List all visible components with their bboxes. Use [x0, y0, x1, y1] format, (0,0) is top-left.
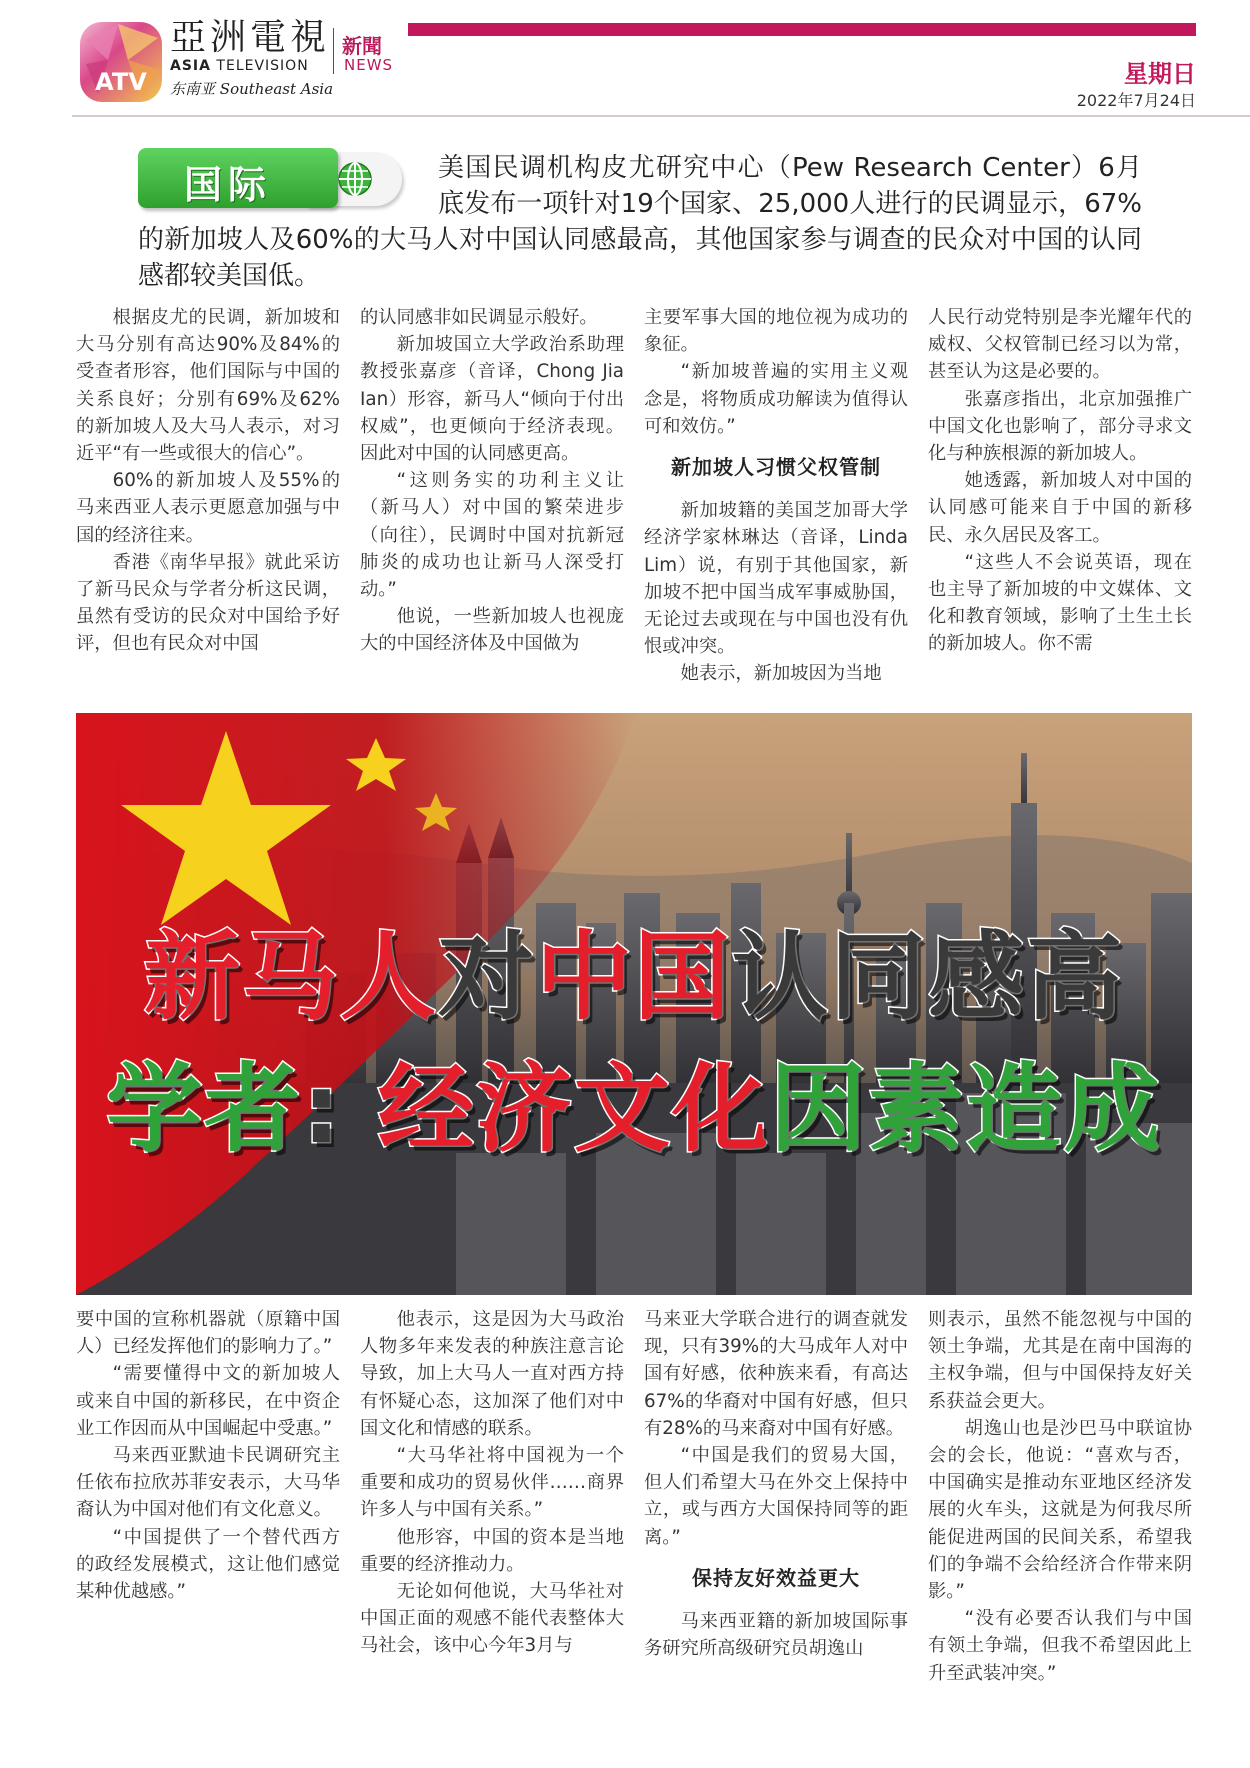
brand-divider	[333, 28, 334, 74]
headline-segment: 经济文化	[377, 1053, 770, 1165]
paragraph: 香港《南华早报》就此采访了新马民众与学者分析这民调，虽然有受访的民众对中国给予好评，但也有民众对中国	[76, 551, 340, 655]
hero-headline-2	[76, 1033, 1192, 1170]
column-3	[644, 304, 908, 686]
paragraph: 根据皮尤的民调，新加坡和大马分别有高达90%及84%的受查者形容，他们国际与中国的关系良好；分别有69%及62%的新加坡人及大马人表示，对习近平“有一些或很大的信心”。	[76, 307, 340, 465]
headline-segment: 中国	[536, 921, 732, 1033]
brand-en-light: TELEVISION	[216, 58, 309, 74]
brand-region-en: Southeast Asia	[219, 80, 334, 98]
paragraph: 要中国的宣称机器就（原籍中国人）已经发挥他们的影响力了。”	[76, 1309, 340, 1358]
paragraph: 无论如何他说，大马华社对中国正面的观感不能代表整体大马社会，该中心今年3月与	[360, 1581, 624, 1657]
paragraph: 他表示，这是因为大马政治人物多年来发表的种族注意言论导致，加上大马人一直对西方持有怀疑心态，这加深了他们对中国文化和情感的联系。	[360, 1309, 624, 1439]
weekday: 星期日	[1124, 60, 1196, 88]
paragraph: 张嘉彦指出，北京加强推广中国文化也影响了，部分寻求文化与种族根源的新加坡人。	[928, 388, 1192, 465]
subheading: 新加坡人习惯父权管制	[671, 455, 881, 480]
logo-text: ATV	[95, 68, 147, 96]
column-1	[76, 1306, 340, 1702]
lead-paragraph	[138, 150, 1142, 294]
paragraph: 人民行动党特别是李光耀年代的威权、父权管制已经习以为常，甚至认为这是必要的。	[928, 307, 1192, 383]
brand-english-name	[170, 58, 333, 74]
paragraph: 她表示，新加坡因为当地	[680, 663, 882, 685]
paragraph: 马来亚大学联合进行的调查就发现，只有39%的大马成年人对中国有好感，依种族来看，有高达67%的华裔对中国有好感，但只有28%的马来裔对中国有好感。	[644, 1309, 908, 1439]
hero-image	[76, 713, 1192, 1295]
paragraph: “中国提供了一个替代西方的政经发展模式，这让他们感觉某种优越感。”	[76, 1526, 340, 1603]
atv-logo	[78, 20, 164, 104]
column-1	[76, 304, 340, 686]
paragraph: 的认同感非如民调显示般好。	[360, 307, 598, 328]
brand-region-cn: 东南亚	[170, 80, 216, 98]
hero-headline-1	[76, 901, 1192, 1038]
article-columns-bottom	[76, 1306, 1192, 1702]
brand-block	[170, 18, 333, 99]
news-label-en: NEWS	[344, 56, 394, 74]
column-3	[644, 1306, 908, 1702]
brand-en-bold: ASIA	[170, 58, 211, 74]
headline-segment: 新马人	[144, 921, 438, 1033]
column-4	[928, 1306, 1192, 1702]
headline-segment: :	[302, 1053, 378, 1165]
brand-region	[170, 78, 333, 99]
article-columns-top	[76, 304, 1192, 686]
paragraph: “新加坡普遍的实用主义观念是，将物质成功解读为值得认可和效仿。”	[644, 361, 908, 437]
paragraph: 马来西亚默迪卡民调研究主任依布拉欣苏菲安表示，大马华裔认为中国对他们有文化意义。	[76, 1445, 340, 1521]
paragraph: “没有必要否认我们与中国有领土争端，但我不希望因此上升至武装冲突。”	[928, 1608, 1192, 1684]
paragraph: 新加坡国立大学政治系助理教授张嘉彦（音译，Chong Jia Ian）形容，新马人“倾向于付出权威”，也更倾向于经济表现。因此对中国的认同感更高。	[360, 334, 624, 465]
column-4	[928, 304, 1192, 686]
subheading: 保持友好效益更大	[692, 1565, 860, 1590]
paragraph: 她透露，新加坡人对中国的认同感可能来自于中国的新移民、永久居民及客工。	[928, 470, 1192, 546]
paragraph: “大马华社将中国视为一个重要和成功的贸易伙伴……商界许多人与中国有关系。”	[360, 1445, 624, 1521]
headline-segment: 认同感高	[732, 921, 1124, 1033]
paragraph: 60%的新加坡人及55%的马来西亚人表示更愿意加强与中国的经济往来。	[76, 470, 340, 546]
news-label-cn: 新聞	[342, 34, 382, 58]
lead-text: 美国民调机构皮尤研究中心（Pew Research Center）6月底发布一项针对19个国家、25,000人进行的民调显示，67%的新加坡人及60%的大马人对中国认同感最高，其他国家参与调查的民众对中国的认同感都较美国低。	[138, 153, 1142, 291]
brand-chinese-name: 亞洲電視	[170, 17, 331, 58]
column-2	[360, 1306, 624, 1702]
column-2	[360, 304, 624, 686]
headline-segment: 对	[438, 921, 536, 1033]
paragraph: “中国是我们的贸易大国，但人们希望大马在外交上保持中立，或与西方大国保持同等的距离。”	[644, 1445, 908, 1548]
paragraph: 主要军事大国的地位视为成功的象征。	[644, 307, 908, 356]
paragraph: 新加坡籍的美国芝加哥大学经济学家林琳达（音译，Linda Lim）说，有别于其他国家，新加坡不把中国当成军事威胁国，无论过去或现在与中国也没有仇恨或冲突。	[644, 500, 908, 658]
paragraph: “需要懂得中文的新加坡人或来自中国的新移民，在中资企业工作因而从中国崛起中受惠。”	[76, 1363, 340, 1439]
issue-date: 2022年7月24日	[1076, 91, 1196, 110]
paragraph: “这则务实的功利主义让（新马人）对中国的繁荣进步（向往），民调时中国对抗新冠肺炎的成功也让新马人深受打动。”	[360, 470, 624, 601]
paragraph: “这些人不会说英语，现在也主导了新加坡的中文媒体、文化和教育领域，影响了土生土长的新加坡人。你不需	[928, 551, 1192, 655]
paragraph: 胡逸山也是沙巴马中联谊协会的会长，他说：“喜欢与否，中国确实是推动东亚地区经济发展的火车头，这就是为何我尽所能促进两国的民间关系，希望我们的争端不会给经济合作带来阴影。”	[928, 1417, 1192, 1603]
paragraph: 他说，一些新加坡人也视庞大的中国经济体及中国做为	[360, 606, 624, 655]
headline-segment: 因素造成	[769, 1053, 1162, 1165]
header-divider	[72, 115, 1250, 117]
header-accent-bar	[408, 23, 1196, 36]
section-label: 国际	[184, 163, 273, 207]
paragraph: 则表示，虽然不能忽视与中国的领土争端，尤其是在南中国海的主权争端，但与中国保持友好关系获益会更大。	[928, 1309, 1192, 1412]
paragraph: 他形容，中国的资本是当地重要的经济推动力。	[360, 1526, 624, 1575]
paragraph: 马来西亚籍的新加坡国际事务研究所高级研究员胡逸山	[644, 1611, 908, 1660]
headline-segment: 学者	[106, 1053, 303, 1165]
